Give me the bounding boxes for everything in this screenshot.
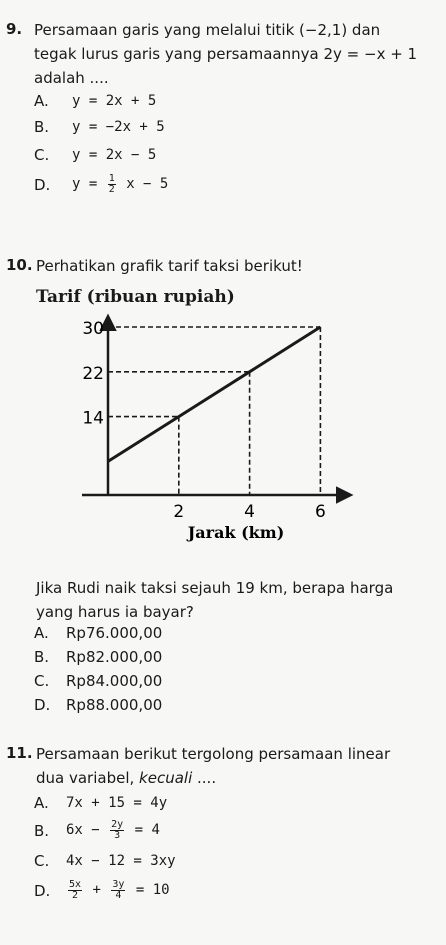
fraction bbox=[68, 880, 82, 901]
fraction bbox=[110, 820, 124, 841]
option-letter: D. bbox=[34, 882, 51, 900]
option-letter: C. bbox=[34, 146, 50, 164]
fraction-denominator: 2 bbox=[72, 889, 79, 901]
emphasis-text: kecuali bbox=[139, 769, 193, 787]
y-tick-label: 30 bbox=[82, 319, 104, 339]
fraction-numerator: 2y bbox=[111, 818, 124, 830]
option-text-part: = 10 bbox=[135, 882, 170, 898]
option-text-part: + bbox=[92, 882, 101, 898]
question-text-line bbox=[36, 768, 216, 788]
option-text: y = 2x + 5 bbox=[72, 93, 157, 109]
question-text-line: Persamaan berikut tergolong persamaan linear bbox=[36, 745, 391, 763]
option-letter: B. bbox=[34, 118, 50, 136]
option-text bbox=[66, 876, 170, 904]
option-text: Rp76.000,00 bbox=[66, 624, 163, 642]
option-text bbox=[66, 816, 160, 844]
option-letter: C. bbox=[34, 852, 50, 870]
question-prompt: Perhatikan grafik tarif taksi berikut! bbox=[36, 257, 303, 275]
option-text: Rp84.000,00 bbox=[66, 672, 163, 690]
y-tick-label: 14 bbox=[82, 408, 104, 429]
option-letter: A. bbox=[34, 92, 49, 110]
x-axis-label: Jarak (km) bbox=[187, 523, 285, 542]
chart-series bbox=[108, 327, 320, 461]
option-text-part: = 4 bbox=[134, 822, 160, 838]
chart-guides bbox=[108, 327, 320, 495]
fraction bbox=[108, 174, 116, 195]
option-letter: D. bbox=[34, 696, 51, 714]
option-letter: B. bbox=[34, 648, 50, 666]
option-text bbox=[72, 170, 168, 198]
question-text-line: Persamaan garis yang melalui titik (−2,1) dan bbox=[34, 21, 381, 39]
question-text-line: adalah .... bbox=[34, 69, 109, 87]
chart-axes bbox=[82, 317, 350, 495]
option-text: 7x + 15 = 4y bbox=[66, 795, 168, 811]
question-number: 9. bbox=[6, 20, 23, 38]
question-number: 10. bbox=[6, 256, 33, 274]
option-letter: D. bbox=[34, 176, 51, 194]
chart-ticks bbox=[82, 319, 325, 522]
fraction-numerator: 5x bbox=[69, 878, 82, 890]
x-tick-label: 2 bbox=[173, 502, 185, 522]
fraction-denominator: 2 bbox=[108, 183, 115, 195]
option-letter: A. bbox=[34, 794, 49, 812]
question-text-part: .... bbox=[192, 769, 217, 787]
x-tick-label: 6 bbox=[314, 502, 326, 522]
fraction bbox=[111, 880, 125, 901]
chart-title: Tarif (ribuan rupiah) bbox=[36, 287, 235, 307]
question-text-line: tegak lurus garis yang persamaannya 2y = −x + 1 bbox=[34, 45, 418, 63]
option-letter: B. bbox=[34, 822, 50, 840]
question-number: 11. bbox=[6, 744, 33, 762]
question-text-line: Jika Rudi naik taksi sejauh 19 km, berapa harga bbox=[36, 579, 394, 597]
option-text: y = 2x − 5 bbox=[72, 147, 157, 163]
option-text-part: y = bbox=[72, 176, 98, 192]
x-tick-label: 4 bbox=[244, 502, 256, 522]
y-tick-label: 22 bbox=[82, 363, 104, 384]
option-text: Rp82.000,00 bbox=[66, 648, 163, 666]
fraction-denominator: 4 bbox=[115, 889, 122, 901]
option-letter: A. bbox=[34, 624, 49, 642]
option-text: 4x − 12 = 3xy bbox=[66, 853, 176, 869]
fraction-numerator: 1 bbox=[108, 172, 115, 184]
question-text-line: yang harus ia bayar? bbox=[36, 603, 194, 621]
fraction-numerator: 3y bbox=[112, 878, 125, 890]
taxi-fare-chart bbox=[0, 305, 446, 565]
option-text-part: 6x − bbox=[66, 822, 100, 838]
fraction-denominator: 3 bbox=[114, 829, 121, 841]
option-text: y = −2x + 5 bbox=[72, 119, 165, 135]
question-text-part: dua variabel, bbox=[36, 769, 140, 787]
fare-line bbox=[108, 327, 320, 461]
option-text: Rp88.000,00 bbox=[66, 696, 163, 714]
option-text-part: x − 5 bbox=[126, 176, 169, 192]
option-letter: C. bbox=[34, 672, 50, 690]
